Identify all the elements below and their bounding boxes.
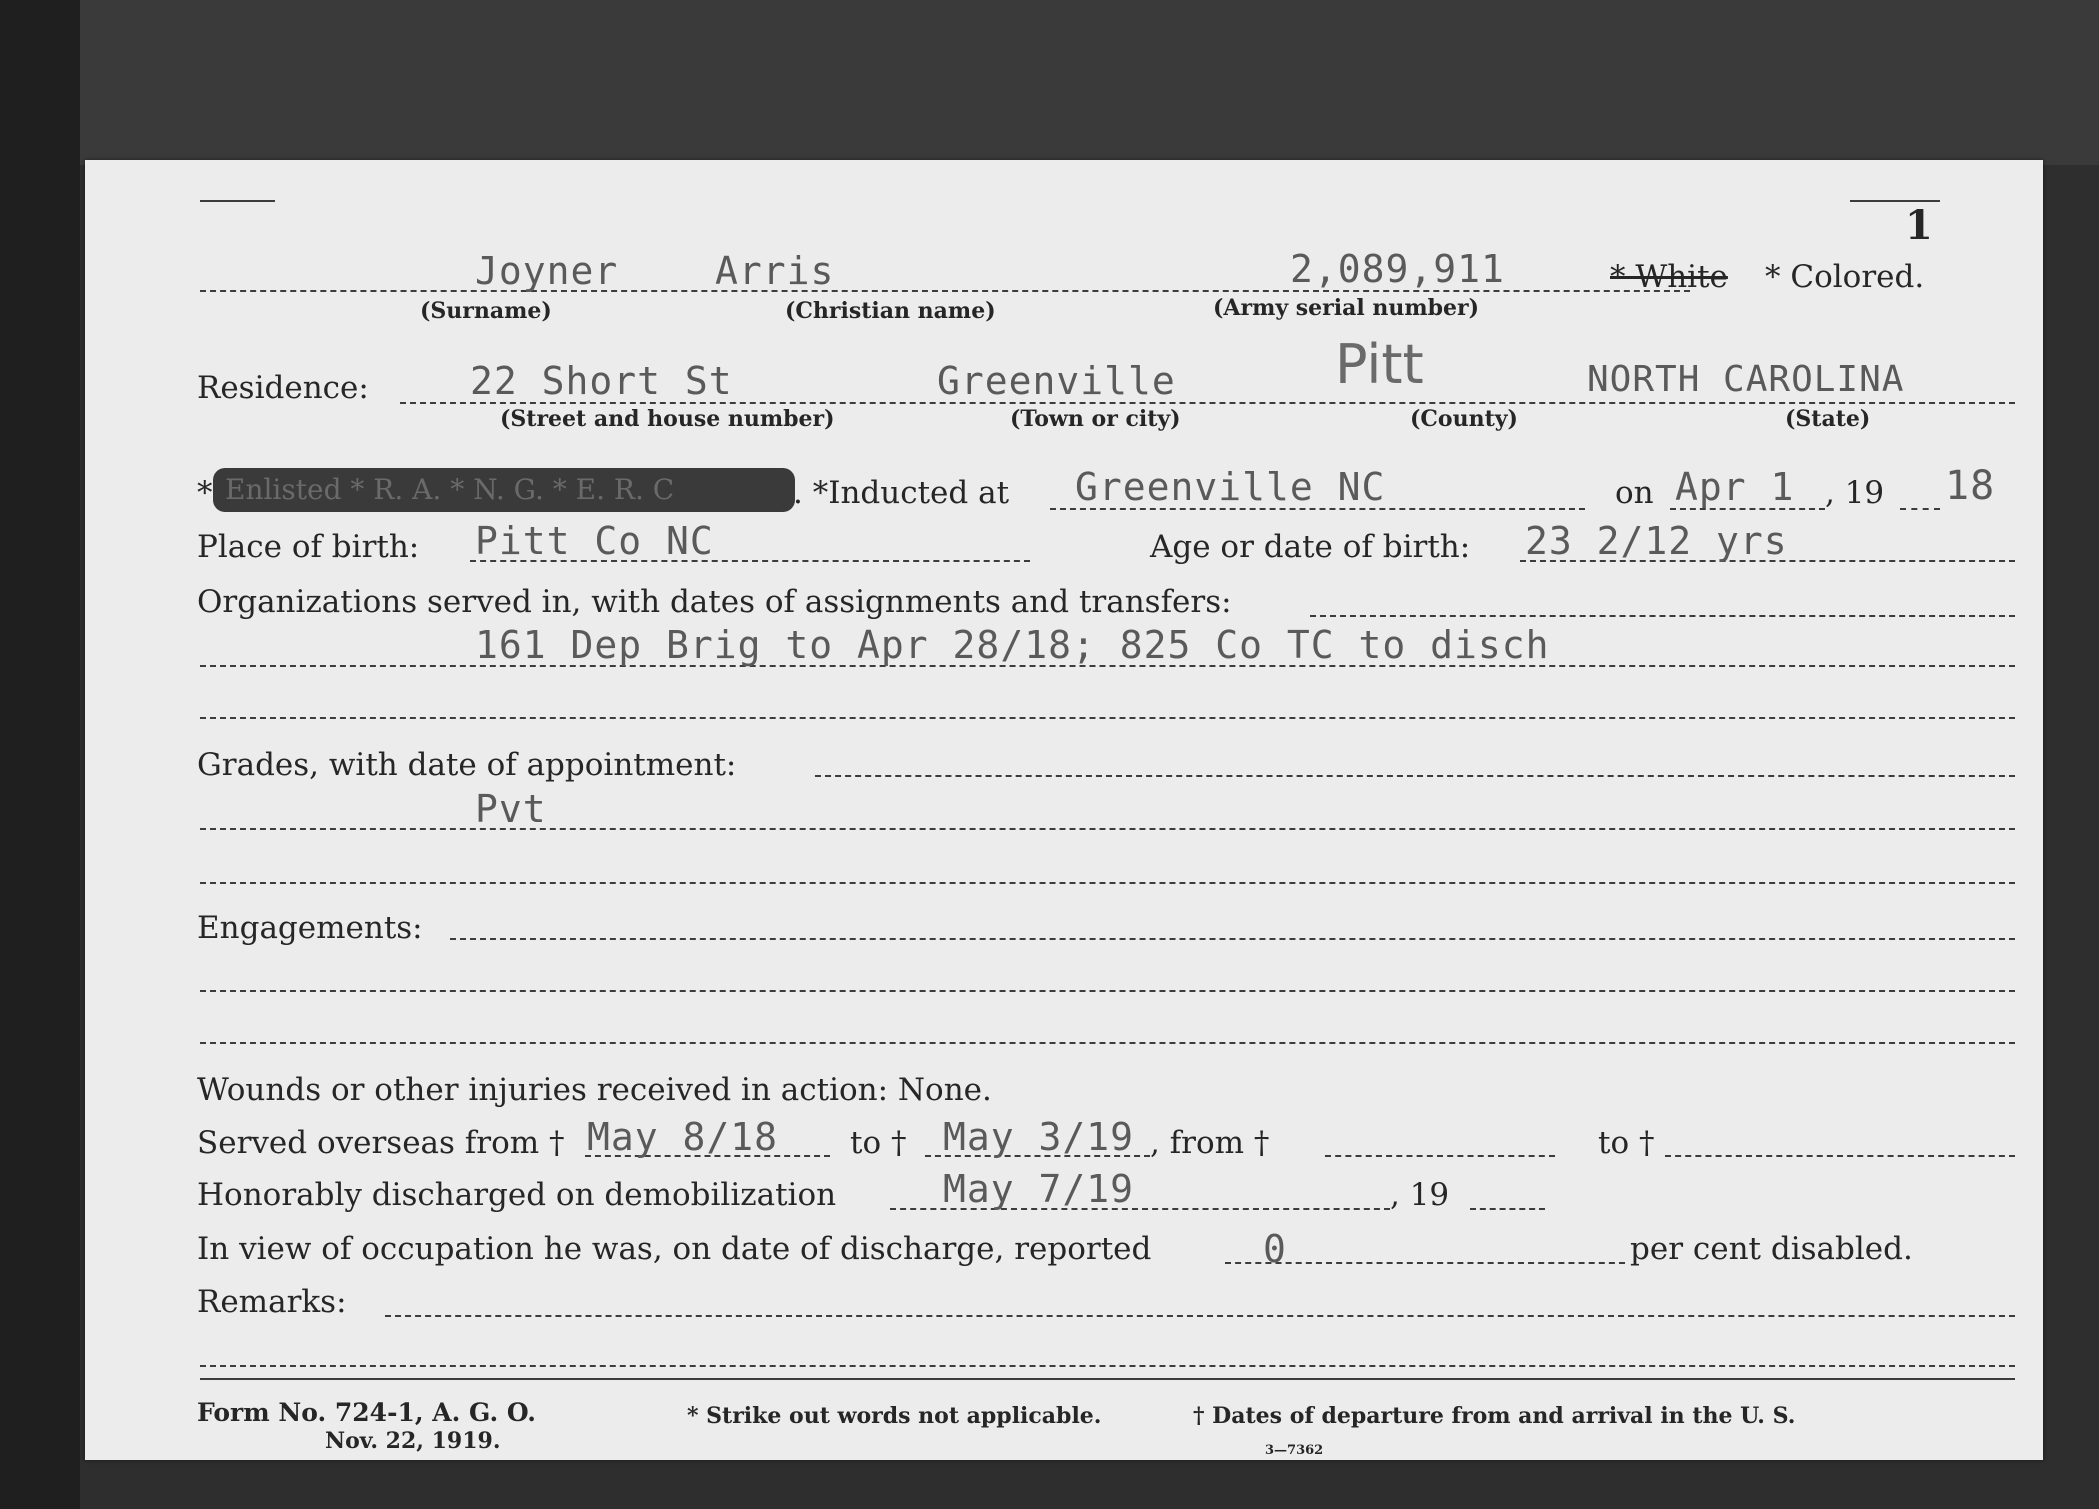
town-value: Greenville	[937, 359, 1176, 403]
service-record-card	[85, 160, 2043, 1460]
form-number: Form No. 724-1, A. G. O.	[197, 1398, 536, 1427]
serial-value: 2,089,911	[1290, 247, 1505, 291]
grades-line-2	[200, 828, 2015, 830]
grades-line-3	[200, 882, 2015, 884]
wounds-label: Wounds or other injuries received in action: None.	[197, 1072, 992, 1108]
scanner-background	[0, 0, 2099, 165]
organizations-value: 161 Dep Brig to Apr 28/18; 825 Co TC to disch	[475, 623, 1550, 667]
discharge-year-label: , 19	[1390, 1177, 1450, 1213]
street-value: 22 Short St	[470, 359, 733, 403]
overseas-to-label: to †	[850, 1125, 907, 1161]
disability-value: 0	[1263, 1227, 1287, 1271]
place-of-birth-value: Pitt Co NC	[475, 519, 714, 563]
overseas-to2-line	[1665, 1155, 2015, 1157]
street-caption: (Street and house number)	[500, 406, 835, 432]
overseas-from2-line	[1325, 1155, 1555, 1157]
discharge-year-line	[1470, 1208, 1545, 1210]
remarks-line-2	[200, 1365, 2015, 1367]
disability-label: In view of occupation he was, on date of discharge, reported	[197, 1231, 1152, 1267]
induction-year-value: 18	[1945, 463, 1996, 509]
place-of-birth-label: Place of birth:	[197, 529, 420, 565]
overseas-from-value: May 8/18	[587, 1115, 779, 1159]
overseas-to2-label: to †	[1598, 1125, 1655, 1161]
state-value: NORTH CAROLINA	[1587, 359, 1905, 400]
remarks-label: Remarks:	[197, 1284, 347, 1320]
county-caption: (County)	[1410, 406, 1518, 432]
town-caption: (Town or city)	[1010, 406, 1181, 432]
remarks-line-1	[385, 1315, 2015, 1317]
induction-date-value: Apr 1	[1675, 465, 1795, 509]
overseas-to-value: May 3/19	[943, 1115, 1135, 1159]
asterisk: *	[197, 475, 213, 511]
card-number: 1	[1905, 202, 1933, 249]
year-line	[1900, 508, 1940, 510]
inducted-value: Greenville NC	[1075, 465, 1386, 509]
on-label: on	[1615, 475, 1654, 511]
colored-label: * Colored.	[1765, 259, 1925, 295]
grades-label: Grades, with date of appointment:	[197, 747, 737, 783]
discharge-label: Honorably discharged on demobilization	[197, 1177, 837, 1213]
overseas-from2-label: , from †	[1150, 1125, 1270, 1161]
print-code: 3—7362	[1265, 1443, 1324, 1458]
age-value: 23 2/12 yrs	[1525, 519, 1788, 563]
state-caption: (State)	[1785, 406, 1871, 432]
grades-line-1	[815, 775, 2015, 777]
year-prefix: , 19	[1825, 475, 1885, 511]
discharge-value: May 7/19	[943, 1167, 1135, 1211]
scanner-edge	[0, 0, 80, 1509]
organizations-label: Organizations served in, with dates of assignments and transfers:	[197, 584, 1232, 620]
grades-value: Pvt	[475, 787, 547, 831]
christian-caption: (Christian name)	[785, 298, 996, 324]
county-value: Pitt	[1335, 333, 1424, 396]
organizations-line-3	[200, 717, 2015, 719]
form-date: Nov. 22, 1919.	[325, 1428, 501, 1454]
inducted-label: . *Inducted at	[793, 475, 1010, 511]
white-label: * White	[1610, 259, 1728, 295]
organizations-line-1	[1310, 615, 2015, 617]
engagements-line-1	[450, 938, 2015, 940]
redacted-enlistment-types: Enlisted * R. A. * N. G. * E. R. C	[213, 468, 795, 512]
dates-note: † Dates of departure from and arrival in the U. S.	[1193, 1403, 1796, 1429]
disability-suffix: per cent disabled.	[1630, 1231, 1913, 1267]
residence-label: Residence:	[197, 370, 369, 406]
surname-caption: (Surname)	[420, 298, 552, 324]
footer-rule	[200, 1378, 2015, 1380]
top-left-rule	[200, 200, 275, 202]
engagements-line-2	[200, 990, 2015, 992]
overseas-label: Served overseas from †	[197, 1125, 565, 1161]
christian-name-value: Arris	[715, 249, 835, 293]
engagements-label: Engagements:	[197, 910, 423, 946]
age-label: Age or date of birth:	[1150, 529, 1471, 565]
surname-value: Joyner	[475, 249, 619, 293]
serial-caption: (Army serial number)	[1213, 295, 1480, 321]
strike-note: * Strike out words not applicable.	[687, 1403, 1102, 1429]
engagements-line-3	[200, 1042, 2015, 1044]
